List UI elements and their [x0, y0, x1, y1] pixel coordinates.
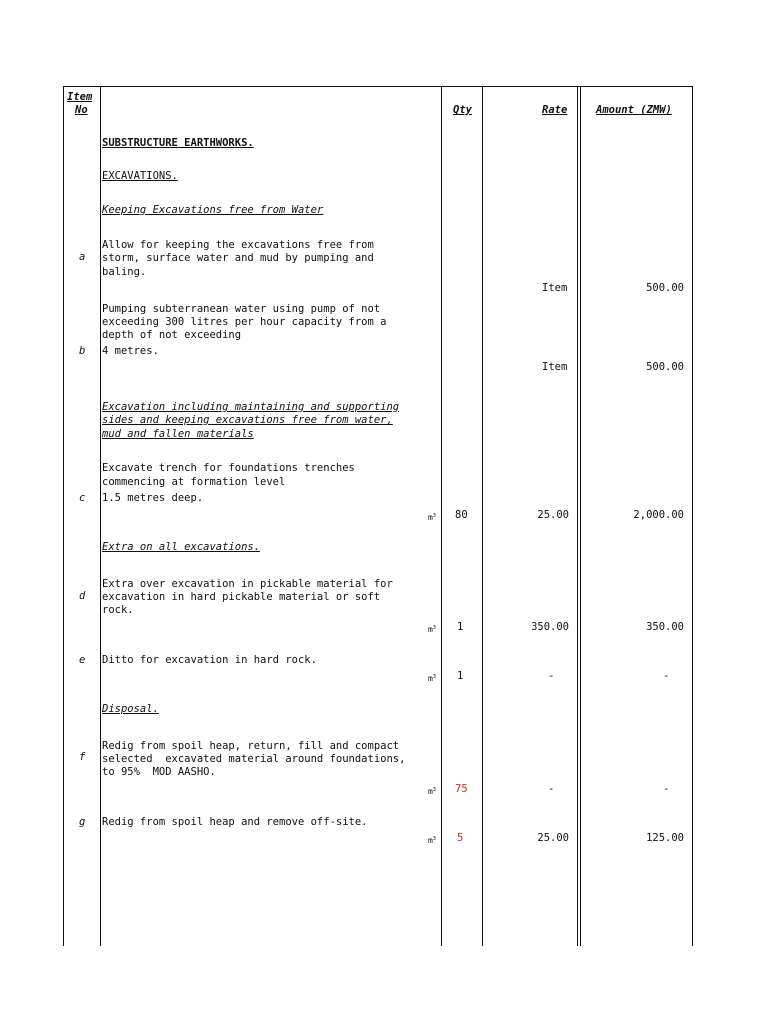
- item-desc-line: Extra over excavation in pickable material for: [102, 578, 393, 590]
- item-unit: $m^3$: [428, 836, 436, 845]
- item-unit: $m^3$: [428, 674, 436, 683]
- item-desc-line: excavation in hard pickable material or soft: [102, 591, 381, 603]
- item-no: c: [79, 492, 86, 504]
- item-rate: -: [548, 783, 555, 795]
- item-amount: -: [663, 783, 670, 795]
- qty-col-divider: [482, 86, 483, 946]
- header-item: Item: [67, 91, 93, 103]
- item-col-divider: [100, 86, 101, 946]
- heading-line: sides and keeping excavations free from water,: [102, 414, 393, 426]
- item-amount: 500.00: [646, 361, 684, 373]
- item-desc-line: baling.: [102, 266, 147, 278]
- item-amount: 125.00: [646, 832, 684, 844]
- item-desc-line: to 95% MOD AASHO.: [102, 766, 216, 778]
- heading-substructure: SUBSTRUCTURE EARTHWORKS.: [102, 137, 254, 149]
- heading-extra: Extra on all excavations.: [102, 541, 261, 553]
- item-rate: 350.00: [531, 621, 569, 633]
- item-desc-line: storm, surface water and mud by pumping and: [102, 252, 374, 264]
- item-amount: -: [663, 670, 670, 682]
- heading-line: mud and fallen materials: [102, 428, 254, 440]
- item-no: f: [79, 751, 86, 763]
- item-unit: $m^3$: [428, 625, 436, 634]
- item-desc-line: commencing at formation level: [102, 476, 286, 488]
- item-desc-line: 4 metres.: [102, 345, 159, 357]
- item-desc-line: Redig from spoil heap, return, fill and compact: [102, 740, 400, 752]
- item-desc-line: selected excavated material around foundations,: [102, 753, 406, 765]
- header-qty: Qty: [453, 104, 472, 116]
- item-desc-line: 1.5 metres deep.: [102, 492, 204, 504]
- item-no: b: [79, 345, 86, 357]
- item-rate: Item: [542, 282, 568, 294]
- item-no: a: [79, 251, 86, 263]
- item-qty: 5: [457, 832, 464, 844]
- item-amount: 500.00: [646, 282, 684, 294]
- item-rate: 25.00: [537, 832, 569, 844]
- rate-col-divider-1: [577, 86, 578, 946]
- item-desc-line: Allow for keeping the excavations free from: [102, 239, 374, 251]
- item-desc-line: depth of not exceeding: [102, 329, 242, 341]
- item-unit: $m^3$: [428, 787, 436, 796]
- item-unit: $m^3$: [428, 513, 436, 522]
- item-amount: 2,000.00: [633, 509, 684, 521]
- header-rate: Rate: [542, 104, 568, 116]
- item-desc-line: Ditto for excavation in hard rock.: [102, 654, 317, 666]
- header-no: No: [75, 104, 88, 116]
- header-amount: Amount (ZMW): [596, 104, 672, 116]
- item-no: e: [79, 654, 86, 666]
- item-rate: -: [548, 670, 555, 682]
- item-qty: 1: [457, 621, 464, 633]
- desc-col-divider: [441, 86, 442, 946]
- item-desc-line: rock.: [102, 604, 134, 616]
- right-border: [692, 86, 693, 946]
- heading-line: Excavation including maintaining and supporting: [102, 401, 400, 413]
- item-qty: 80: [455, 509, 468, 521]
- item-desc-line: Excavate trench for foundations trenches: [102, 462, 355, 474]
- item-rate: 25.00: [537, 509, 569, 521]
- left-border: [63, 86, 64, 946]
- item-desc-line: Redig from spoil heap and remove off-site.: [102, 816, 368, 828]
- item-rate: Item: [542, 361, 568, 373]
- item-desc-line: Pumping subterranean water using pump of not: [102, 303, 381, 315]
- item-desc-line: exceeding 300 litres per hour capacity from a: [102, 316, 387, 328]
- heading-keeping-free: Keeping Excavations free from Water: [102, 204, 324, 216]
- rate-col-divider-2: [580, 86, 581, 946]
- item-no: d: [79, 590, 86, 602]
- heading-excavations: EXCAVATIONS.: [102, 170, 178, 182]
- item-no: g: [79, 816, 86, 828]
- item-amount: 350.00: [646, 621, 684, 633]
- heading-disposal: Disposal.: [102, 703, 159, 715]
- item-qty: 1: [457, 670, 464, 682]
- item-qty: 75: [455, 783, 468, 795]
- top-border: [63, 86, 693, 87]
